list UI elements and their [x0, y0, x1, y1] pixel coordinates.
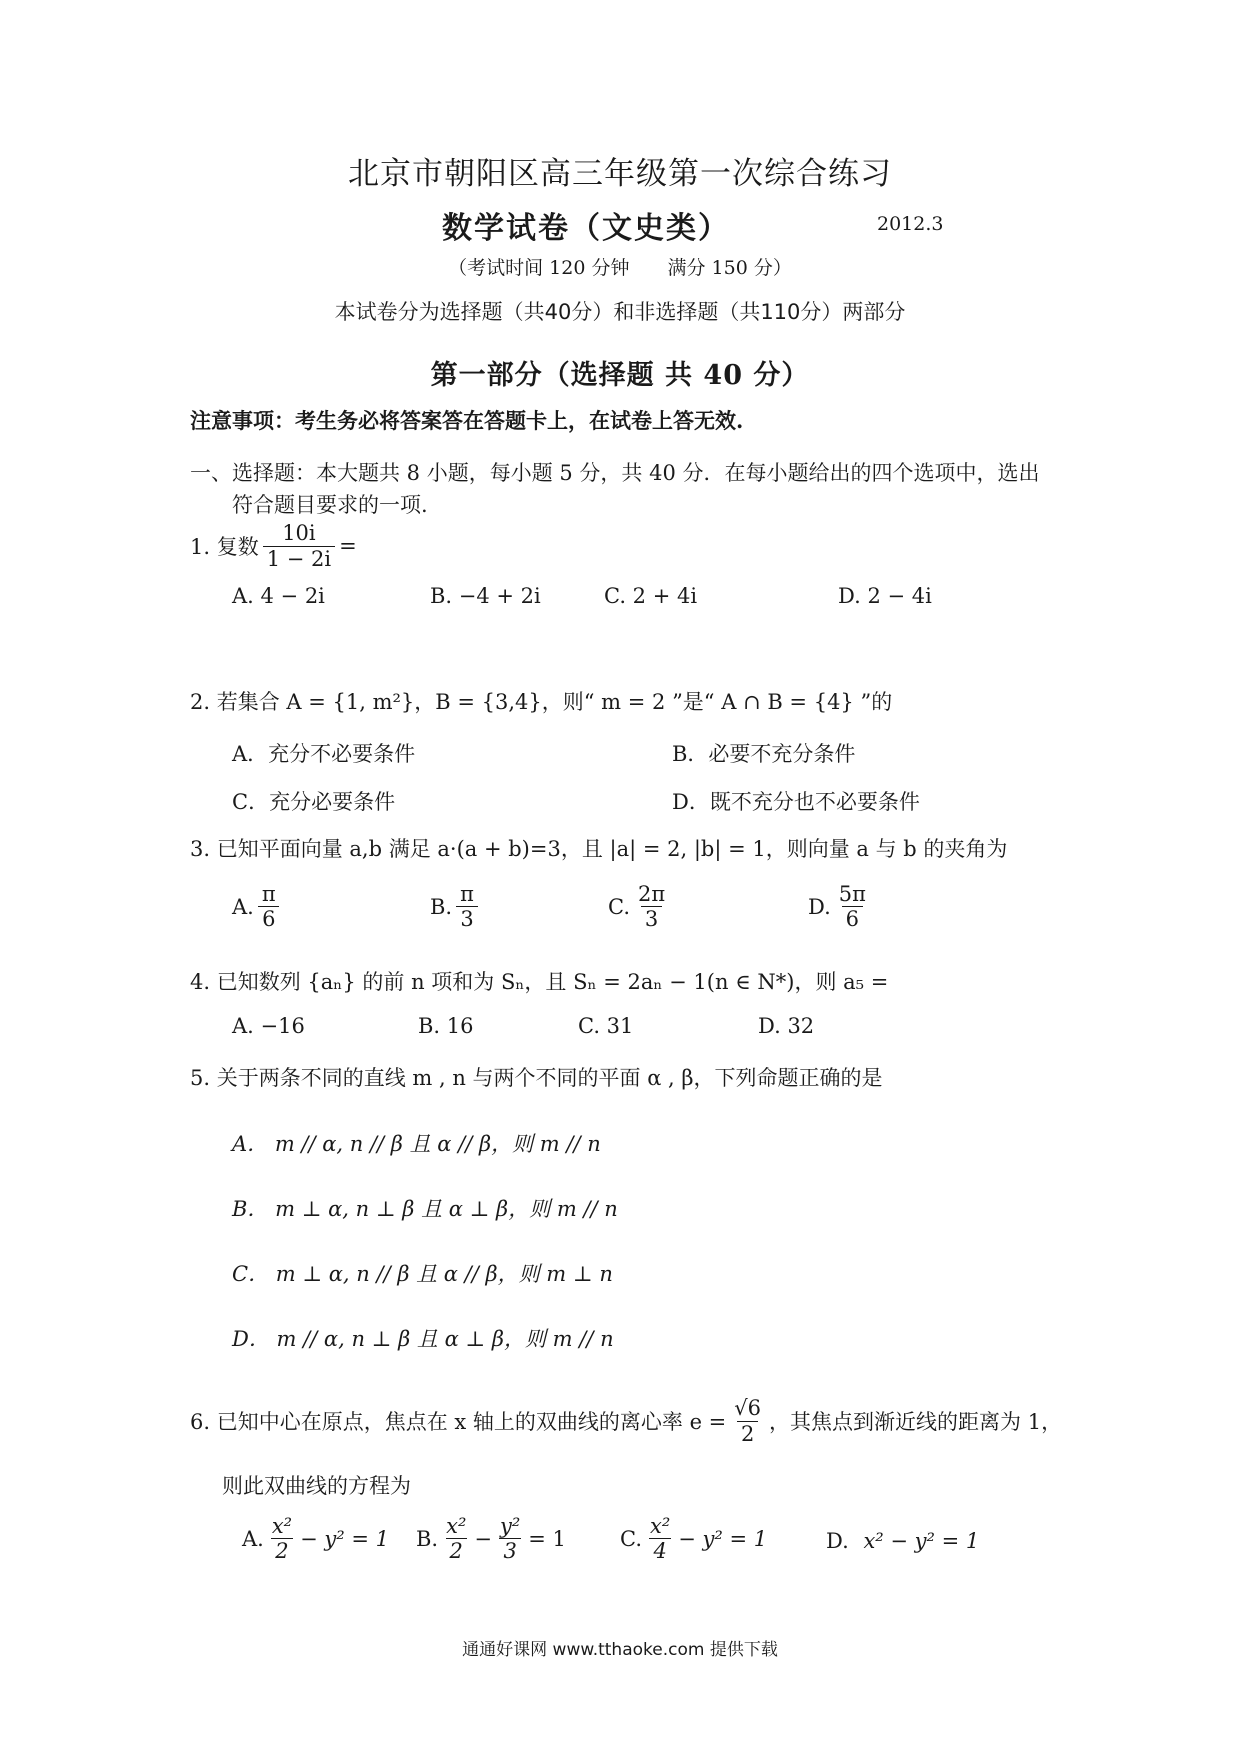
q1-prefix: 1. 复数 — [190, 535, 259, 559]
question-6 — [190, 1386, 1062, 1456]
q6-b-minus: − — [474, 1526, 492, 1551]
q6-b-den2: 3 — [499, 1538, 520, 1563]
q1-option-a: A. 4 − 2i — [232, 584, 325, 608]
q1-option-c: C. 2 + 4i — [604, 584, 698, 608]
q1-fraction — [263, 521, 335, 570]
q6-frac-num: √6 — [734, 1396, 762, 1421]
q5-option-c: C． m ⊥ α, n // β 且 α // β，则 m ⊥ n — [232, 1262, 613, 1286]
question-2: 2. 若集合 A = {1, m²}，B = {3,4}，则“ m = 2 ”是“ A ∩ B = {4} ”的 — [190, 690, 893, 714]
q3-b-num: π — [460, 882, 474, 906]
q6-prefix: 6. 已知中心在原点，焦点在 x 轴上的双曲线的离心率 e = — [190, 1410, 727, 1434]
exam-info: （考试时间 120 分钟 满分 150 分） — [448, 257, 792, 279]
question-6-line2: 则此双曲线的方程为 — [222, 1474, 411, 1498]
q1-option-d: D. 2 − 4i — [838, 584, 932, 608]
q6-b-num2: y² — [499, 1514, 521, 1538]
section-heading-line2: 符合题目要求的一项. — [232, 493, 428, 517]
notice: 注意事项：考生务必将答案答在答题卡上，在试卷上答无效. — [190, 408, 744, 433]
q6-c-fraction — [646, 1514, 674, 1563]
q3-d-label: D. — [808, 894, 831, 919]
q6-suffix: ，其焦点到渐近线的距离为 1， — [769, 1410, 1063, 1434]
question-1 — [190, 512, 357, 580]
q2-option-b: B．必要不充分条件 — [672, 742, 856, 766]
q6-fraction — [730, 1396, 765, 1445]
exam-title: 北京市朝阳区高三年级第一次综合练习 — [348, 156, 892, 192]
q4-option-d: D. 32 — [758, 1014, 815, 1038]
q3-a-den: 6 — [258, 906, 279, 931]
q2-option-d: D．既不充分也不必要条件 — [672, 790, 920, 814]
q6-c-den: 4 — [649, 1538, 670, 1563]
exam-subtitle: 数学试卷（文史类） — [442, 211, 730, 246]
q3-option-c — [608, 882, 673, 931]
q2-option-c: C．充分必要条件 — [232, 790, 396, 814]
q3-b-fraction — [456, 882, 478, 931]
question-5: 5. 关于两条不同的直线 m , n 与两个不同的平面 α , β，下列命题正确的是 — [190, 1066, 883, 1090]
q4-option-a: A. −16 — [232, 1014, 305, 1038]
q5-option-b: B． m ⊥ α, n ⊥ β 且 α ⊥ β，则 m // n — [232, 1197, 618, 1221]
q1-frac-num: 10i — [282, 521, 316, 546]
q1-frac-den: 1 − 2i — [263, 546, 335, 571]
q6-frac-den: 2 — [737, 1421, 758, 1446]
q3-a-label: A. — [232, 894, 254, 919]
q6-option-d — [826, 1529, 979, 1553]
question-4: 4. 已知数列 {aₙ} 的前 n 项和为 Sₙ，且 Sₙ = 2aₙ − 1(n ∈ N*)，则 a₅ = — [190, 970, 889, 994]
q6-a-label: A. — [242, 1526, 264, 1551]
q1-option-b: B. −4 + 2i — [430, 584, 541, 608]
question-3: 3. 已知平面向量 a,b 满足 a·(a + b)=3，且 |a| = 2, |b| = 1，则向量 a 与 b 的夹角为 — [190, 837, 1008, 861]
q3-d-den: 6 — [842, 906, 863, 931]
q3-d-num: 5π — [838, 882, 866, 906]
q3-d-fraction — [835, 882, 870, 931]
q5-option-a: A． m // α, n // β 且 α // β，则 m // n — [232, 1132, 601, 1156]
q6-a-num: x² — [271, 1514, 293, 1538]
q3-c-den: 3 — [641, 906, 662, 931]
q6-b-label: B. — [416, 1526, 439, 1551]
q6-option-b — [416, 1514, 566, 1563]
q6-b-den1: 2 — [446, 1538, 467, 1563]
q3-c-num: 2π — [638, 882, 666, 906]
part1-title: 第一部分（选择题 共 40 分） — [430, 360, 810, 391]
q3-option-d — [808, 882, 874, 931]
q3-option-b — [430, 882, 482, 931]
q6-c-label: C. — [620, 1526, 642, 1551]
q1-suffix: = — [339, 534, 357, 558]
footer-download-note: 通通好课网 www.tthaoke.com 提供下载 — [462, 1640, 778, 1660]
exam-intro: 本试卷分为选择题（共40分）和非选择题（共110分）两部分 — [334, 300, 906, 324]
q6-c-rest: − y² = 1 — [678, 1526, 768, 1551]
q6-a-den: 2 — [271, 1538, 292, 1563]
q3-b-den: 3 — [456, 906, 477, 931]
exam-date: 2012.3 — [877, 213, 944, 235]
q6-b-fraction-2 — [496, 1514, 524, 1563]
q6-b-num1: x² — [446, 1514, 467, 1538]
q6-c-num: x² — [650, 1514, 671, 1538]
q4-option-c: C. 31 — [578, 1014, 634, 1038]
q3-a-fraction — [258, 882, 280, 931]
q6-option-c — [620, 1514, 767, 1563]
q6-b-rest: = 1 — [528, 1526, 566, 1551]
q5-option-d: D． m // α, n ⊥ β 且 α ⊥ β，则 m // n — [232, 1327, 614, 1351]
q3-option-a — [232, 882, 284, 931]
q6-b-fraction-1 — [442, 1514, 470, 1563]
q6-a-rest: − y² = 1 — [300, 1526, 389, 1551]
q6-option-a — [242, 1514, 389, 1563]
q6-d-equation: x² − y² = 1 — [863, 1529, 980, 1553]
q3-c-fraction — [634, 882, 669, 931]
q3-b-label: B. — [430, 894, 453, 919]
section-heading-line1: 一、选择题：本大题共 8 小题，每小题 5 分，共 40 分．在每小题给出的四个选项中，选出 — [190, 461, 1040, 485]
q3-a-num: π — [261, 882, 276, 906]
q4-option-b: B. 16 — [418, 1014, 474, 1038]
q6-a-fraction — [268, 1514, 296, 1563]
q2-option-a: A．充分不必要条件 — [232, 742, 416, 766]
q3-c-label: C. — [608, 894, 630, 919]
q6-d-label: D. — [826, 1529, 849, 1553]
